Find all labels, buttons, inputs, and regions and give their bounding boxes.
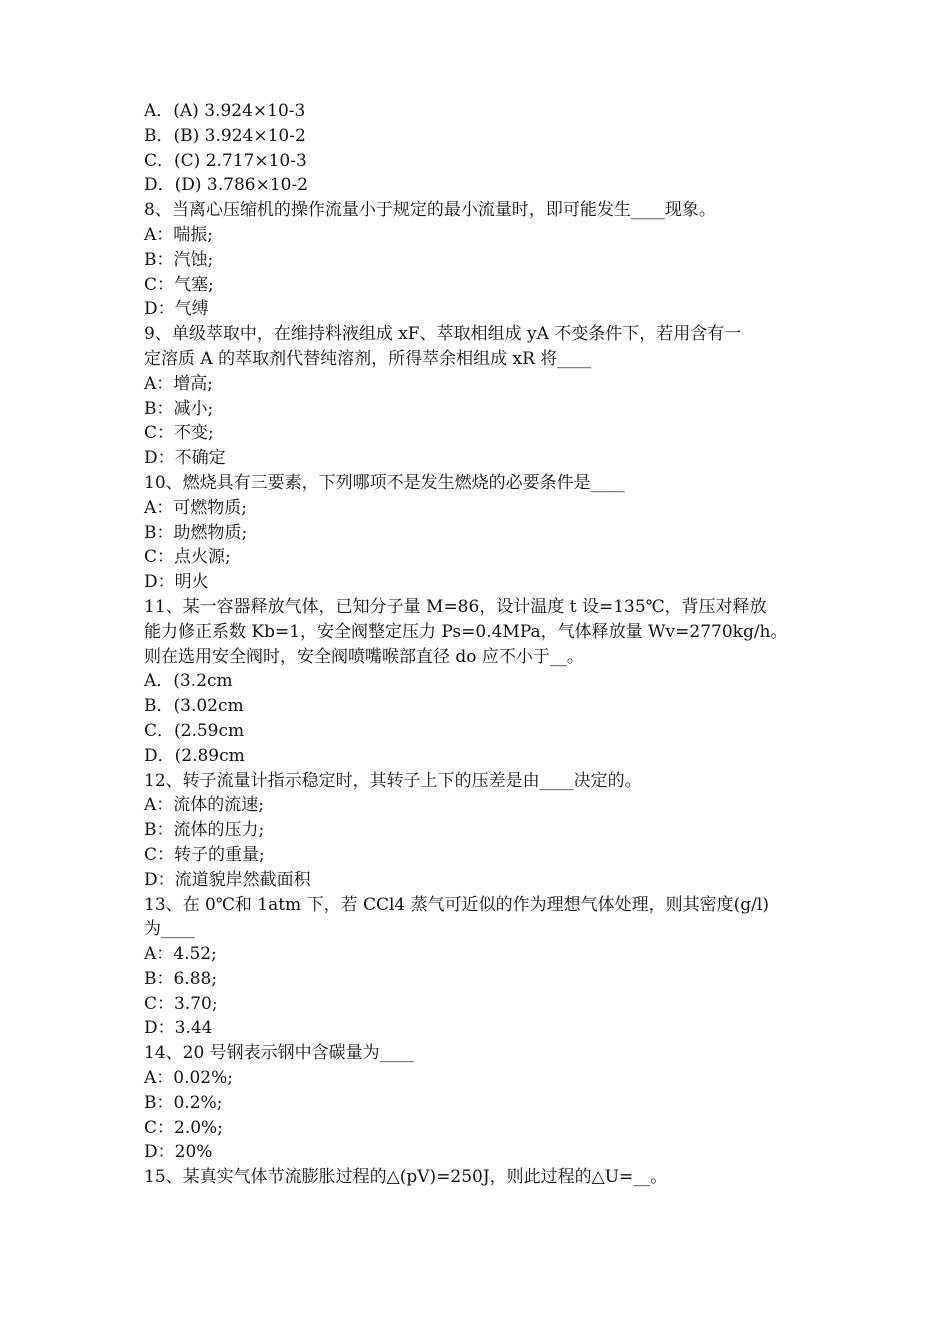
question-stem	[144, 893, 814, 943]
question-block	[144, 893, 814, 1042]
question-block	[144, 595, 814, 769]
question-block	[144, 471, 814, 595]
question-block	[144, 198, 814, 322]
question-stem	[144, 322, 814, 372]
question-list	[144, 198, 814, 1190]
question-stem	[144, 198, 814, 223]
answer-option: A：喘振;	[144, 224, 214, 245]
question-block	[144, 1165, 814, 1190]
answer-option: A：0.02%;	[144, 1068, 234, 1089]
question-block	[144, 322, 814, 471]
option-a: A．(A) 3.924×10-3	[144, 101, 306, 121]
question-text-line: 则在选用安全阀时，安全阀喷嘴喉部直径 do 应不小于__。	[144, 646, 584, 667]
question-stem	[144, 769, 814, 794]
question-text-line: 为____	[144, 919, 195, 940]
answer-option: C：3.70;	[144, 993, 218, 1014]
answer-option: B：流体的压力;	[144, 820, 265, 841]
answer-option: B：汽蚀;	[144, 249, 214, 270]
option-b: B．(B) 3.924×10-2	[144, 125, 306, 146]
answer-option: C：气塞;	[144, 274, 214, 295]
question-stem	[144, 1041, 814, 1066]
answer-option: A：流体的流速;	[144, 795, 265, 816]
option-d: D．(D) 3.786×10-2	[144, 175, 309, 196]
answer-option: D：3.44	[144, 1018, 213, 1039]
answer-option: C：点火源;	[144, 547, 231, 568]
question-stem	[144, 595, 814, 669]
question-block	[144, 769, 814, 893]
answer-option: D：不确定	[144, 448, 226, 469]
answer-option: B．(3.02cm	[144, 696, 244, 717]
question-text-line: 定溶质 A 的萃取剂代替纯溶剂，所得萃余相组成 xR 将____	[144, 348, 592, 369]
answer-option: C：2.0%;	[144, 1117, 223, 1138]
question-stem	[144, 1165, 814, 1190]
option-c: C．(C) 2.717×10-3	[144, 150, 307, 171]
question-text-line: 11、某一容器释放气体，已知分子量 M=86，设计温度 t 设=135℃，背压对释放	[144, 596, 767, 617]
exam-page	[144, 99, 814, 1190]
question-text-line: 13、在 0℃和 1atm 下，若 CCl4 蒸气可近似的作为理想气体处理，则其密度(g/l)	[144, 894, 769, 915]
answer-option: B：减小;	[144, 398, 214, 419]
answer-option: D：明火	[144, 572, 209, 593]
answer-option: B：0.2%;	[144, 1092, 223, 1113]
question-text-line: 15、某真实气体节流膨胀过程的△(pV)=250J，则此过程的△U=__。	[144, 1167, 668, 1188]
answer-option: A：可燃物质;	[144, 497, 248, 518]
answer-option: C：转子的重量;	[144, 844, 265, 865]
question-text-line: 9、单级萃取中，在维持料液组成 xF、萃取相组成 yA 不变条件下，若用含有一	[144, 324, 742, 345]
question-text-line: 14、20 号钢表示钢中含碳量为____	[144, 1043, 414, 1064]
answer-option: D：气缚	[144, 299, 209, 320]
answer-option: A：增高;	[144, 373, 214, 394]
answer-option: B：6.88;	[144, 968, 218, 989]
answer-option: A．(3.2cm	[144, 671, 233, 692]
question-text-line: 8、当离心压缩机的操作流量小于规定的最小流量时，即可能发生____现象。	[144, 200, 716, 221]
answer-option: D：20%	[144, 1142, 213, 1163]
answer-option: A：4.52;	[144, 944, 217, 965]
answer-option: C：不变;	[144, 423, 214, 444]
answer-option: B：助燃物质;	[144, 522, 248, 543]
prior-options	[144, 99, 814, 198]
answer-option: C．(2.59cm	[144, 720, 245, 741]
question-text-line: 能力修正系数 Kb=1，安全阀整定压力 Ps=0.4MPa，气体释放量 Wv=2770kg/h。	[144, 621, 788, 642]
answer-option: D．(2.89cm	[144, 745, 245, 766]
question-text-line: 12、转子流量计指示稳定时，其转子上下的压差是由____决定的。	[144, 770, 642, 791]
question-block	[144, 1041, 814, 1165]
question-text-line: 10、燃烧具有三要素，下列哪项不是发生燃烧的必要条件是____	[144, 472, 625, 493]
question-stem	[144, 471, 814, 496]
answer-option: D：流道貌岸然截面积	[144, 869, 311, 890]
